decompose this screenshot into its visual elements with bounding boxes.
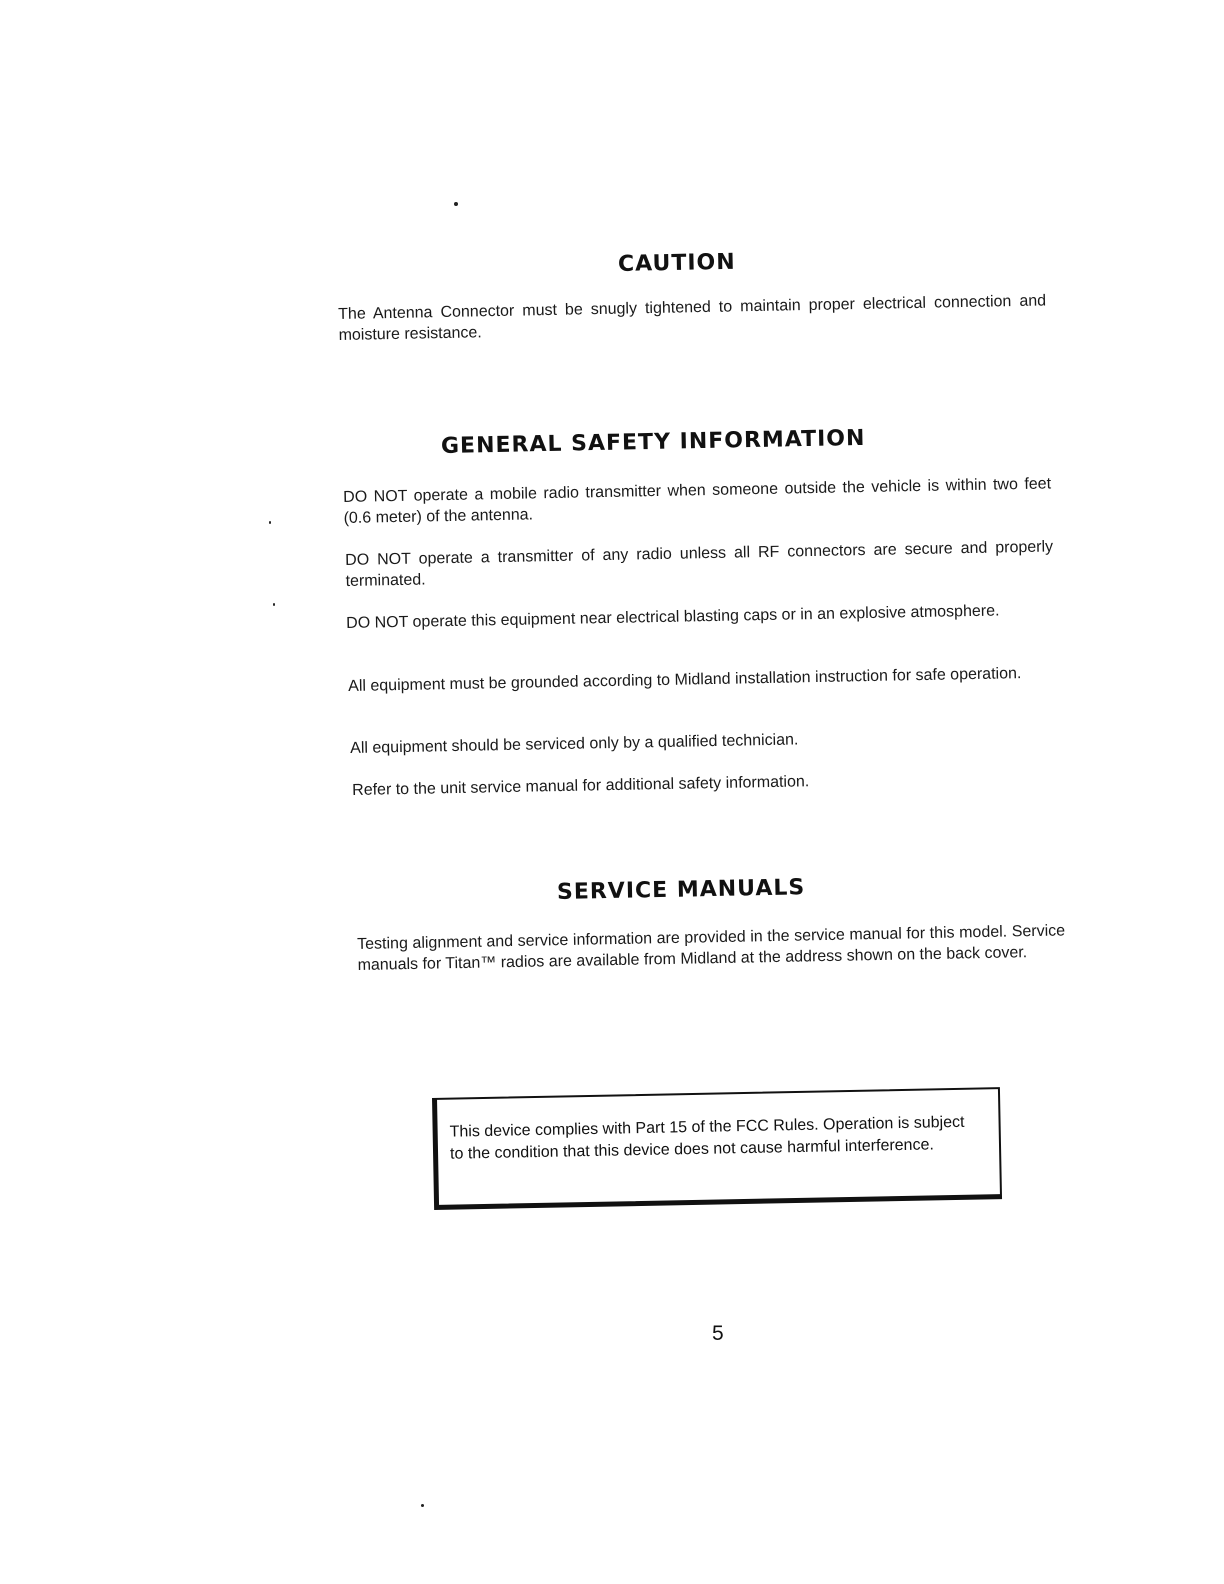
scan-speck [421,1504,424,1507]
scan-speck [454,202,458,206]
fcc-notice-box [432,1087,1002,1210]
caution-heading: CAUTION [617,249,736,277]
page-number: 5 [712,1322,724,1345]
safety-paragraph: DO NOT operate a mobile radio transmitter when someone outside the vehicle is within two feet (0.6 meter) of the antenna. [343,475,1052,527]
caution-paragraph: The Antenna Connector must be snugly tightened to maintain proper electrical connection and moisture resistance. [338,292,1047,344]
safety-paragraph: All equipment should be serviced only by a qualified technician. [350,731,799,757]
safety-paragraph: DO NOT operate this equipment near electrical blasting caps or in an explosive atmosphere. [346,602,1000,632]
fcc-notice-text: This device complies with Part 15 of the FCC Rules. Operation is subject to the condition that this device does not cause harmful interference. [449,1113,965,1163]
scan-speck [273,603,275,606]
service-paragraph: Testing alignment and service information are provided in the service manual for this model. Service manuals for Titan™ radios are available from Midland at the address shown on the back cover. [357,922,1066,974]
safety-heading: GENERAL SAFETY INFORMATION [440,425,866,459]
safety-paragraph: All equipment must be grounded according to Midland installation instruction for safe operation. [348,665,1022,695]
safety-paragraph: DO NOT operate a transmitter of any radio unless all RF connectors are secure and properly terminated. [345,538,1054,590]
service-heading: SERVICE MANUALS [556,875,806,905]
safety-paragraph: Refer to the unit service manual for additional safety information. [352,773,810,799]
scan-speck [269,521,271,524]
